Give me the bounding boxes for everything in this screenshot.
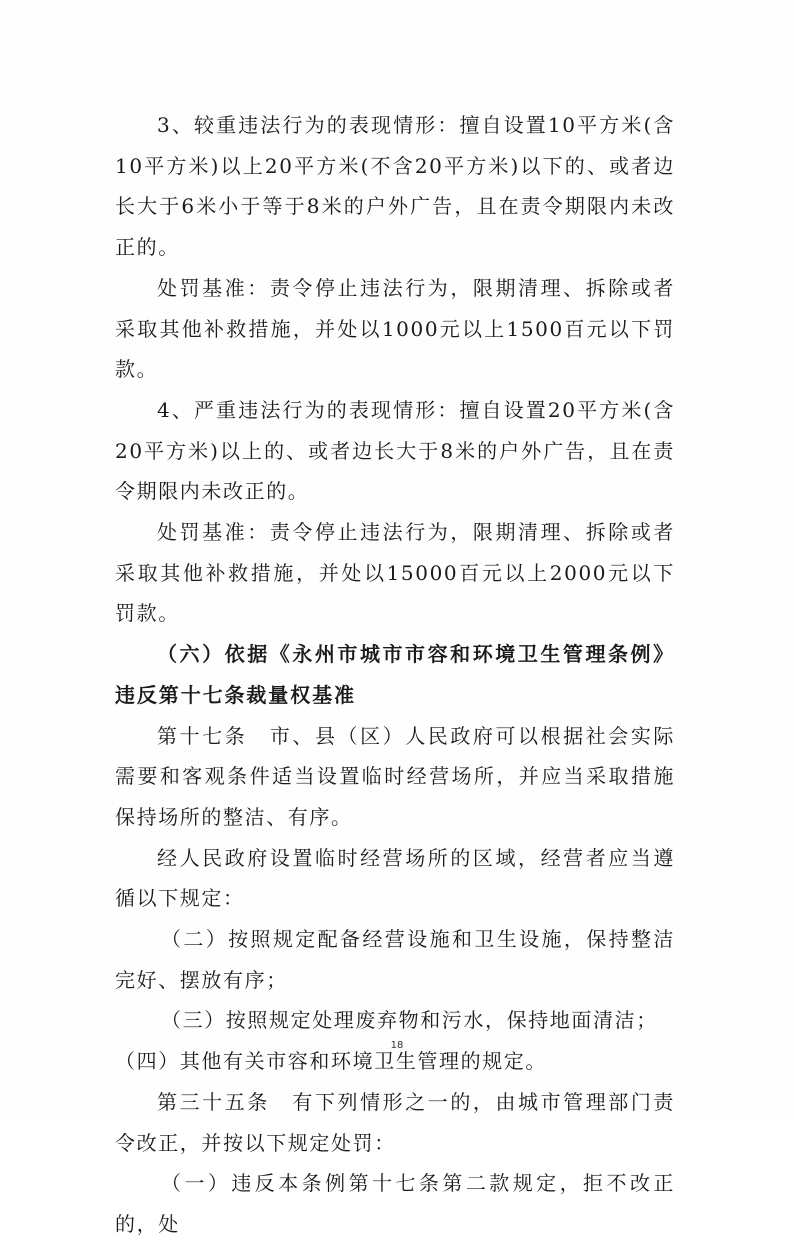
paragraph-rule-4: （四）其他有关市容和环境卫生管理的规定。 (115, 1049, 547, 1074)
paragraph-operator-rules: 经人民政府设置临时经营场所的区域，经营者应当遵循以下规定： (115, 845, 675, 911)
paragraph-serious-violation-3: 3、较重违法行为的表现情形：擅自设置10平方米(含10平方米)以上20平方米(不含20平方米)以下的、或者边长大于6米小于等于8米的户外广告，且在责令期限内未改正的。 (115, 113, 675, 260)
paragraph-penalty-standard-4: 处罚基准：责令停止违法行为，限期清理、拆除或者采取其他补救措施，并处以15000百元以上2000元以下罚款。 (115, 520, 675, 626)
section-heading-six: （六）依据《永州市城市市容和环境卫生管理条例》违反第十七条裁量权基准 (115, 642, 675, 707)
paragraph-rule-2: （二）按照规定配备经营设施和卫生设施，保持整洁完好、摆放有序； (115, 927, 675, 992)
paragraph-article-17: 第十七条 市、县（区）人民政府可以根据社会实际需要和客观条件适当设置临时经营场所，并应当采取措施保持场所的整洁、有序。 (115, 723, 675, 829)
paragraph-severe-violation-4: 4、严重违法行为的表现情形：擅自设置20平方米(含20平方米)以上的、或者边长大于8米的户外广告，且在责令期限内未改正的。 (115, 397, 675, 504)
paragraph-penalty-standard-3: 处罚基准：责令停止违法行为，限期清理、拆除或者采取其他补救措施，并处以1000元以上1500百元以下罚款。 (115, 275, 675, 382)
paragraph-rule-3: （三）按照规定处理废弃物和污水，保持地面清洁； (161, 1008, 658, 1033)
paragraph-article-35: 第三十五条 有下列情形之一的，由城市管理部门责令改正，并按以下规定处罚： (115, 1089, 675, 1155)
page-number: 18 (390, 1040, 404, 1051)
paragraph-article-35-item-1: （一）违反本条例第十七条第二款规定，拒不改正的，处 (115, 1171, 675, 1236)
document-body (115, 105, 675, 1245)
